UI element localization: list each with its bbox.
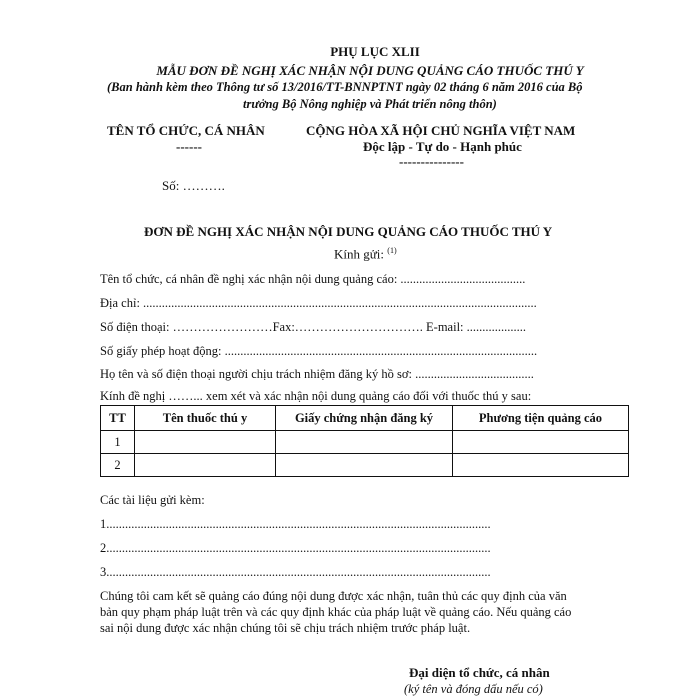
table-row [101, 454, 629, 477]
attachments-label: Các tài liệu gửi kèm: [100, 493, 205, 507]
appendix-note-line1: (Ban hành kèm theo Thông tư số 13/2016/TT-BNNPTNT ngày 02 tháng 6 năm 2016 của Bộ [107, 80, 583, 94]
document-number: Số: ………. [162, 178, 225, 193]
motto-dashes: --------------- [399, 154, 464, 169]
recipient-label: Kính gửi: [334, 246, 385, 262]
table-row [101, 431, 629, 454]
attachment-item-1: 1........................................................................................................................... [100, 517, 491, 531]
table-header-tt: TT [101, 406, 135, 431]
table-header-row [101, 406, 629, 431]
recipient-line [334, 246, 397, 262]
table-cell-tt: 1 [101, 431, 135, 454]
attachment-item-3: 3........................................................................................................................... [100, 565, 491, 579]
org-dashes: ------ [176, 139, 202, 154]
field-license: Số giấy phép hoạt động: .................................................................................................... [100, 344, 538, 358]
field-org-name: Tên tổ chức, cá nhân đề nghị xác nhận nội dung quảng cáo: ........................................ [100, 272, 526, 286]
recipient-footnote: (1) [387, 246, 397, 255]
attachment-item-2: 2........................................................................................................................... [100, 541, 491, 555]
commitment-line2: bản quy phạm pháp luật trên và các quy định khác của pháp luật về quảng cáo. Nếu quảng cáo [100, 605, 572, 619]
table-cell-name[interactable] [135, 431, 276, 454]
form-title: ĐƠN ĐỀ NGHỊ XÁC NHẬN NỘI DUNG QUẢNG CÁO THUỐC THÚ Y [144, 224, 553, 239]
field-address: Địa chỉ: .............................................................................................................................. [100, 296, 537, 310]
field-request: Kính đề nghị ……... xem xét và xác nhận nội dung quảng cáo đối với thuốc thú y sau: [100, 389, 532, 403]
table-header-cert: Giấy chứng nhận đăng ký [276, 406, 453, 431]
appendix-note-line2: trưởng Bộ Nông nghiệp và Phát triển nông thôn) [243, 97, 497, 111]
appendix-subtitle: MẪU ĐƠN ĐỀ NGHỊ XÁC NHẬN NỘI DUNG QUẢNG CÁO THUỐC THÚ Y [156, 63, 584, 78]
table-cell-media[interactable] [453, 454, 629, 477]
table-cell-tt: 2 [101, 454, 135, 477]
table-cell-name[interactable] [135, 454, 276, 477]
field-phone-fax-email: Số điện thoại: ……………………Fax:…………………………. E-mail: ................... [100, 320, 527, 334]
table-header-name: Tên thuốc thú y [135, 406, 276, 431]
table-cell-media[interactable] [453, 431, 629, 454]
product-table [100, 405, 629, 477]
nation-motto: Độc lập - Tự do - Hạnh phúc [363, 139, 522, 154]
table-cell-cert[interactable] [276, 454, 453, 477]
table-cell-cert[interactable] [276, 431, 453, 454]
signature-note: (ký tên và đóng dấu nếu có) [404, 682, 543, 696]
field-responsible-person: Họ tên và số điện thoại người chịu trách nhiệm đăng ký hồ sơ: ...................................... [100, 367, 534, 381]
table-header-media: Phương tiện quảng cáo [453, 406, 629, 431]
nation-title: CỘNG HÒA XÃ HỘI CHỦ NGHĨA VIỆT NAM [306, 123, 576, 138]
commitment-line3: sai nội dung được xác nhận chúng tôi sẽ chịu trách nhiệm trước pháp luật. [100, 621, 471, 635]
appendix-title: PHỤ LỤC XLII [330, 44, 420, 59]
signature-title: Đại diện tổ chức, cá nhân [409, 665, 550, 680]
commitment-line1: Chúng tôi cam kết sẽ quảng cáo đúng nội dung được xác nhận, tuân thủ các quy định của văn [100, 589, 567, 603]
org-label: TÊN TỔ CHỨC, CÁ NHÂN [107, 123, 265, 138]
